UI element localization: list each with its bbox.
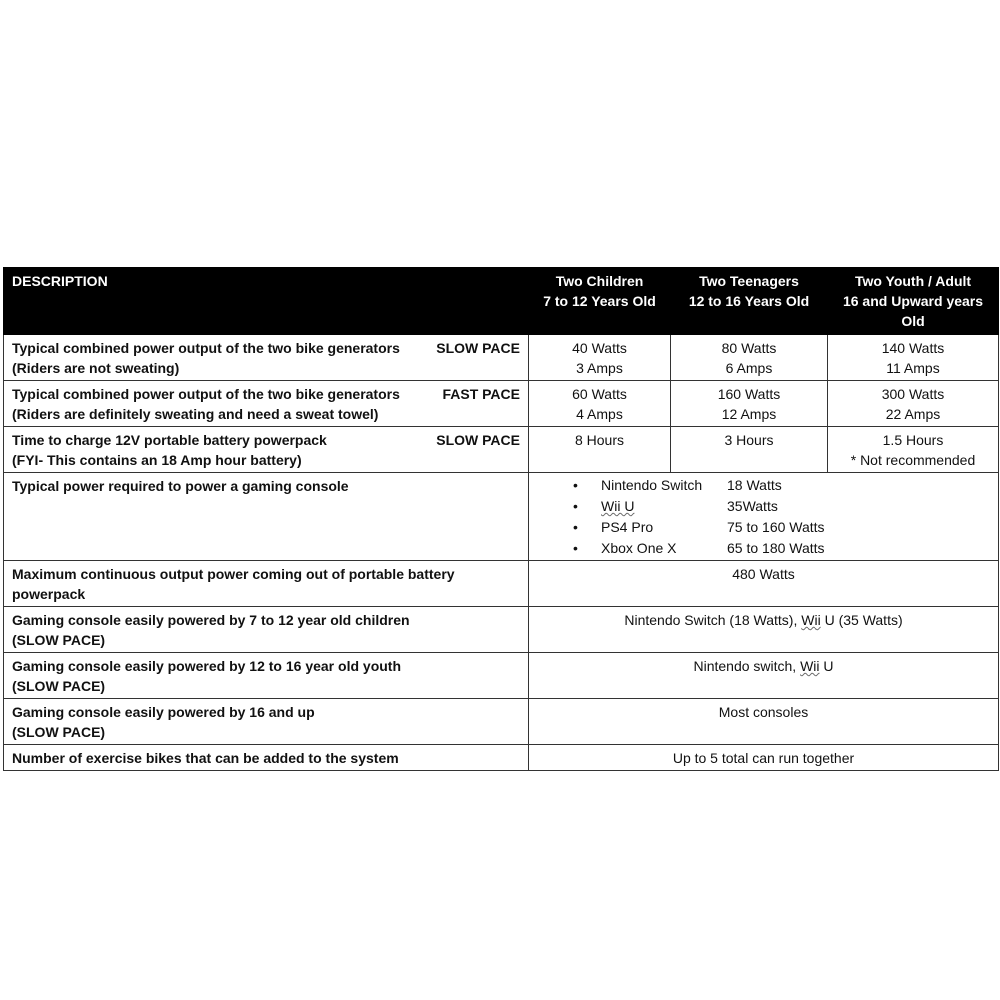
value-amps: 11 Amps xyxy=(886,360,940,376)
header-teenagers-line2: 12 to 16 Years Old xyxy=(688,293,810,309)
table-row-gaming-power xyxy=(4,473,999,561)
value-watts: 40 Watts xyxy=(572,340,627,356)
children-console-pace: (SLOW PACE) xyxy=(12,632,106,648)
header-teenagers-line1: Two Teenagers xyxy=(699,273,799,289)
youth-console-value xyxy=(529,653,999,699)
bike-generator-spec-table xyxy=(3,267,999,771)
max-output-label: Maximum continuous output power coming out of portable battery xyxy=(12,566,455,582)
gaming-power-description: Typical power required to power a gaming console xyxy=(4,473,529,561)
value-amps: 6 Amps xyxy=(725,360,773,376)
children-console-value xyxy=(529,607,999,653)
value-watts: 140 Watts xyxy=(881,340,945,356)
slow-power-label: Typical combined power output of the two bike generators xyxy=(12,340,400,356)
console-name: PS4 Pro xyxy=(601,519,654,535)
adult-console-value: Most consoles xyxy=(529,699,999,745)
value-watts: 80 Watts xyxy=(721,340,777,356)
value-amps: 12 Amps xyxy=(721,406,777,422)
charge-pace-tag: SLOW PACE xyxy=(436,432,520,448)
value-hours: 1.5 Hours xyxy=(882,432,944,448)
list-item xyxy=(573,538,990,559)
value-watts: 160 Watts xyxy=(717,386,781,402)
table-row-youth-console xyxy=(4,653,999,699)
header-description: DESCRIPTION xyxy=(4,268,529,335)
value-watts: 300 Watts xyxy=(881,386,945,402)
value-part: Nintendo Switch (18 Watts), xyxy=(624,612,802,628)
slow-power-children xyxy=(529,335,671,381)
adult-console-label: Gaming console easily powered by 16 and up xyxy=(12,704,315,720)
header-youth-line2: 16 and Upward years Old xyxy=(842,293,984,329)
list-item xyxy=(573,517,990,538)
charge-time-label: Time to charge 12V portable battery powerpack xyxy=(12,432,327,448)
fast-power-teenagers xyxy=(671,381,828,427)
fast-power-youth xyxy=(828,381,999,427)
slow-power-note: (Riders are not sweating) xyxy=(12,360,180,376)
max-output-value: 480 Watts xyxy=(529,561,999,607)
table-row-max-output xyxy=(4,561,999,607)
table-row-fast-power xyxy=(4,381,999,427)
value-amps: 22 Amps xyxy=(885,406,941,422)
table-row-bikes xyxy=(4,745,999,771)
gaming-power-consoles xyxy=(529,473,999,561)
youth-console-label: Gaming console easily powered by 12 to 16 year old youth xyxy=(12,658,402,674)
header-youth-adult xyxy=(828,268,999,335)
fast-power-label: Typical combined power output of the two bike generators xyxy=(12,386,400,402)
header-teenagers xyxy=(671,268,828,335)
slow-power-teenagers xyxy=(671,335,828,381)
table-row-slow-power xyxy=(4,335,999,381)
value-part: U xyxy=(819,658,834,674)
bikes-value: Up to 5 total can run together xyxy=(529,745,999,771)
charge-time-description xyxy=(4,427,529,473)
value-part: Nintendo switch, xyxy=(693,658,801,674)
children-console-label: Gaming console easily powered by 7 to 12 year old children xyxy=(12,612,410,628)
value-hours: 8 Hours xyxy=(574,432,625,448)
header-children-line2: 7 to 12 Years Old xyxy=(543,293,656,309)
value-part-wii: Wii xyxy=(801,612,821,628)
max-output-label-cont: powerpack xyxy=(12,586,86,602)
table-row-adult-console xyxy=(4,699,999,745)
header-children xyxy=(529,268,671,335)
list-item xyxy=(573,475,990,496)
console-watts: 75 to 160 Watts xyxy=(727,519,825,535)
console-name: Xbox One X xyxy=(601,540,677,556)
fast-pace-tag: FAST PACE xyxy=(442,386,520,402)
list-item xyxy=(573,496,990,517)
adult-console-pace: (SLOW PACE) xyxy=(12,724,106,740)
max-output-description xyxy=(4,561,529,607)
slow-pace-tag: SLOW PACE xyxy=(436,340,520,356)
adult-console-description xyxy=(4,699,529,745)
charge-time-youth xyxy=(828,427,999,473)
console-watts: 35Watts xyxy=(727,498,778,514)
console-watts: 18 Watts xyxy=(727,477,782,493)
console-list xyxy=(537,475,990,559)
header-youth-line1: Two Youth / Adult xyxy=(854,273,972,289)
console-name: Nintendo Switch xyxy=(601,477,703,493)
value-amps: 3 Amps xyxy=(576,360,623,376)
fast-power-description xyxy=(4,381,529,427)
fast-power-note: (Riders are definitely sweating and need a sweat towel) xyxy=(12,406,379,422)
charge-time-teenagers xyxy=(671,427,828,473)
value-amps: 4 Amps xyxy=(576,406,623,422)
header-row xyxy=(4,268,999,335)
slow-power-description xyxy=(4,335,529,381)
value-hours: 3 Hours xyxy=(724,432,774,448)
value-watts: 60 Watts xyxy=(572,386,627,402)
children-console-description xyxy=(4,607,529,653)
charge-time-note: (FYI- This contains an 18 Amp hour battery) xyxy=(12,452,302,468)
charge-time-children xyxy=(529,427,671,473)
console-watts: 65 to 180 Watts xyxy=(727,540,825,556)
table-row-children-console xyxy=(4,607,999,653)
youth-console-pace: (SLOW PACE) xyxy=(12,678,106,694)
console-name-text: Wii U xyxy=(601,498,635,514)
fast-power-children xyxy=(529,381,671,427)
youth-console-description xyxy=(4,653,529,699)
value-part-wii: Wii xyxy=(800,658,820,674)
not-recommended-note: * Not recommended xyxy=(850,452,976,468)
value-part: U (35 Watts) xyxy=(820,612,903,628)
console-name xyxy=(573,496,727,517)
table-row-charge-time xyxy=(4,427,999,473)
slow-power-youth xyxy=(828,335,999,381)
bikes-description: Number of exercise bikes that can be added to the system xyxy=(4,745,529,771)
header-children-line1: Two Children xyxy=(555,273,644,289)
